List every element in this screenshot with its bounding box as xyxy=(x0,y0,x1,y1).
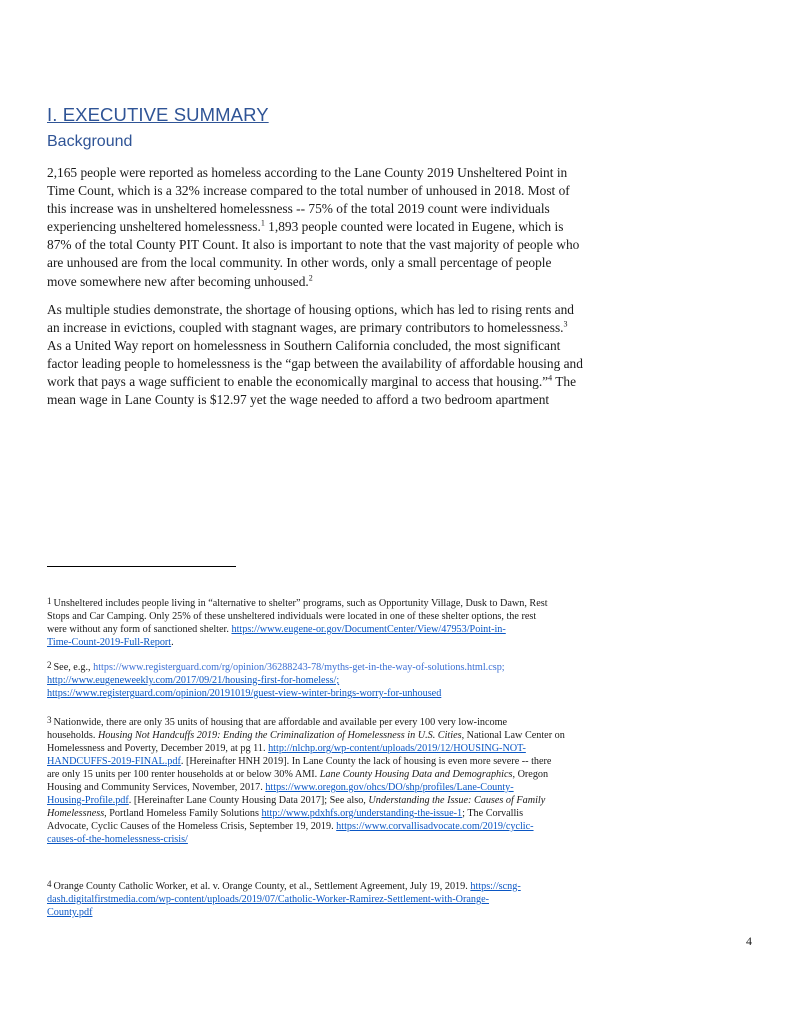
footnote-text: are only 15 units per 100 renter households at or below 30% AMI. xyxy=(47,769,320,780)
footnote-ref-2[interactable]: 2 xyxy=(308,273,313,283)
footnote-link[interactable]: http://www.pdxhfs.org/understanding-the-issue-1 xyxy=(261,808,463,819)
footnote-link[interactable]: Housing-Profile.pdf xyxy=(47,795,129,806)
footnote-link[interactable]: County.pdf xyxy=(47,907,93,918)
footnote-line xyxy=(47,906,667,919)
footnote-number: 3 xyxy=(47,715,52,725)
footnote-text: were without any form of sanctioned shelter. xyxy=(47,624,232,635)
footnote-line xyxy=(47,807,667,820)
footnote-line xyxy=(47,595,667,610)
footnote-1 xyxy=(47,595,667,649)
footnote-number: 1 xyxy=(47,596,52,606)
footnote-line xyxy=(47,833,667,846)
footnote-text: See, e.g., xyxy=(53,662,94,673)
footnote-citation-title: Understanding the Issue: Causes of Family xyxy=(368,795,546,806)
paragraph-line: Time Count, which is a 32% increase compared to the total number of unhoused in 2018. Most of xyxy=(47,183,570,199)
footnote-citation-title: Housing Not Handcuffs 2019: Ending the Criminalization of Homelessness in U.S. Cities xyxy=(97,730,462,741)
footnote-text: households. xyxy=(47,730,98,741)
footnote-line xyxy=(47,768,667,781)
paragraph-line: As a United Way report on homelessness in Southern California concluded, the most significant xyxy=(47,338,561,354)
footnote-line xyxy=(47,893,667,906)
paragraph-text: experiencing unsheltered homelessness. xyxy=(47,219,261,235)
footnote-3 xyxy=(47,714,667,846)
footnote-link[interactable]: http://www.eugeneweekly.com/2017/09/21/housing-first-for-homeless/; xyxy=(47,675,340,686)
paragraph-text: an increase in evictions, coupled with stagnant wages, are primary contributors to homelessness. xyxy=(47,320,564,336)
footnote-citation-title: Lane County Housing Data and Demographics xyxy=(319,769,513,780)
paragraph-line: factor leading people to homelessness is the “gap between the availability of affordable housing and xyxy=(47,356,583,372)
footnote-link[interactable]: Time-Count-2019-Full-Report xyxy=(47,637,172,648)
footnote-line xyxy=(47,714,667,729)
footnote-line xyxy=(47,659,667,674)
paragraph-line xyxy=(47,273,667,291)
footnote-text: . [Hereinafter HNH 2019]. In Lane County the lack of housing is even more severe -- there xyxy=(180,756,552,767)
paragraph-line: 87% of the total County PIT Count. It also is important to note that the vast majority of people who xyxy=(47,237,580,253)
footnote-ref-1[interactable]: 1 xyxy=(260,218,265,228)
footnote-link[interactable]: dash.digitalfirstmedia.com/wp-content/uploads/2019/07/Catholic-Worker-Ramirez-Settlement-with-Orange- xyxy=(47,894,490,905)
footnote-link[interactable]: https://scng- xyxy=(470,881,521,892)
footnote-line xyxy=(47,687,667,700)
footnote-number: 2 xyxy=(47,660,52,670)
footnote-link[interactable]: https://www.registerguard.com/opinion/20191019/guest-view-winter-brings-worry-for-unhoused xyxy=(47,688,442,699)
footnote-text: . [Hereinafter Lane County Housing Data 2017]; See also, xyxy=(128,795,369,806)
paragraph-text: move somewhere new after becoming unhoused. xyxy=(47,273,309,289)
paragraph-background-1 xyxy=(47,164,667,291)
paragraph-line: are unhoused are from the local community. In other words, only a small percentage of people xyxy=(47,255,552,271)
footnote-line xyxy=(47,729,667,742)
paragraph-text: work that pays a wage sufficient to enable the economically marginal to access that housing.” xyxy=(47,374,549,390)
footnote-text: , National Law Center on xyxy=(461,730,565,741)
footnote-text: Housing and Community Services, November, 2017. xyxy=(47,782,266,793)
paragraph-line: mean wage in Lane County is $12.97 yet the wage needed to afford a two bedroom apartment xyxy=(47,392,550,408)
footnote-link[interactable]: https://www.corvallisadvocate.com/2019/cyclic- xyxy=(336,821,534,832)
footnote-ref-3[interactable]: 3 xyxy=(563,319,568,329)
footnote-citation-title: Homelessness, xyxy=(47,808,107,819)
footnote-line xyxy=(47,623,667,636)
footnote-line xyxy=(47,742,667,755)
footnote-link[interactable]: http://nlchp.org/wp-content/uploads/2019/12/HOUSING-NOT- xyxy=(268,743,526,754)
footnote-text: Orange County Catholic Worker, et al. v. Orange County, et al., Settlement Agreement, July 19, 2019. xyxy=(53,881,471,892)
section-heading: I. EXECUTIVE SUMMARY xyxy=(47,104,269,125)
footnote-link[interactable]: https://www.oregon.gov/ohcs/DO/shp/profiles/Lane-County- xyxy=(265,782,514,793)
paragraph-line xyxy=(47,319,667,337)
paragraph-text: 1,893 people counted were located in Eugene, which is xyxy=(264,219,564,235)
footnote-line xyxy=(47,820,667,833)
paragraph-line: As multiple studies demonstrate, the shortage of housing options, which has led to rising rents and xyxy=(47,302,574,317)
footnote-text: , Oregon xyxy=(512,769,549,780)
paragraph-text: The xyxy=(552,374,577,390)
footnote-number: 4 xyxy=(47,879,52,889)
footnote-line xyxy=(47,794,667,807)
footnote-link[interactable]: https://www.eugene-or.gov/DocumentCenter/View/47953/Point-in- xyxy=(231,624,506,635)
footnote-line: Stops and Car Camping. Only 25% of these unsheltered individuals were located in one of these shelter options, the rest xyxy=(47,611,537,622)
paragraph-background-2 xyxy=(47,301,667,410)
paragraph-line: this increase was in unsheltered homelessness -- 75% of the total 2019 count were individuals xyxy=(47,201,550,217)
footnote-line xyxy=(47,636,667,649)
page-number: 4 xyxy=(746,934,752,948)
footnote-line xyxy=(47,755,667,768)
footnote-line xyxy=(47,674,667,687)
footnote-line xyxy=(47,878,667,893)
paragraph-line xyxy=(47,373,667,391)
footnote-text: Advocate, Cyclic Causes of the Homeless Crisis, September 19, 2019. xyxy=(47,821,337,832)
paragraph-line: 2,165 people were reported as homeless according to the Lane County 2019 Unsheltered Point in xyxy=(47,165,568,180)
footnote-4 xyxy=(47,878,667,919)
footnote-link[interactable]: causes-of-the-homelessness-crisis/ xyxy=(47,834,188,845)
footnote-text: Nationwide, there are only 35 units of housing that are affordable and available per every 100 very low-income xyxy=(53,717,508,728)
paragraph-line xyxy=(47,218,667,236)
footnote-text: Homelessness and Poverty, December 2019, at pg 11. xyxy=(47,743,269,754)
footnote-separator xyxy=(47,566,236,567)
footnote-link[interactable]: HANDCUFFS-2019-FINAL.pdf xyxy=(47,756,181,767)
footnote-ref-4[interactable]: 4 xyxy=(548,373,553,383)
footnote-link[interactable]: https://www.registerguard.com/rg/opinion/36288243-78/myths-get-in-the-way-of-solutions.html.csp; xyxy=(93,662,505,673)
footnote-text: ; The Corvallis xyxy=(462,808,524,819)
footnote-text: Unsheltered includes people living in “alternative to shelter” programs, such as Opportunity Village, Dusk to Dawn, Rest xyxy=(53,598,548,609)
subsection-heading: Background xyxy=(47,133,133,150)
footnote-text: Portland Homeless Family Solutions xyxy=(106,808,262,819)
footnote-line xyxy=(47,781,667,794)
footnote-2 xyxy=(47,659,667,700)
footnote-text: . xyxy=(171,637,174,648)
